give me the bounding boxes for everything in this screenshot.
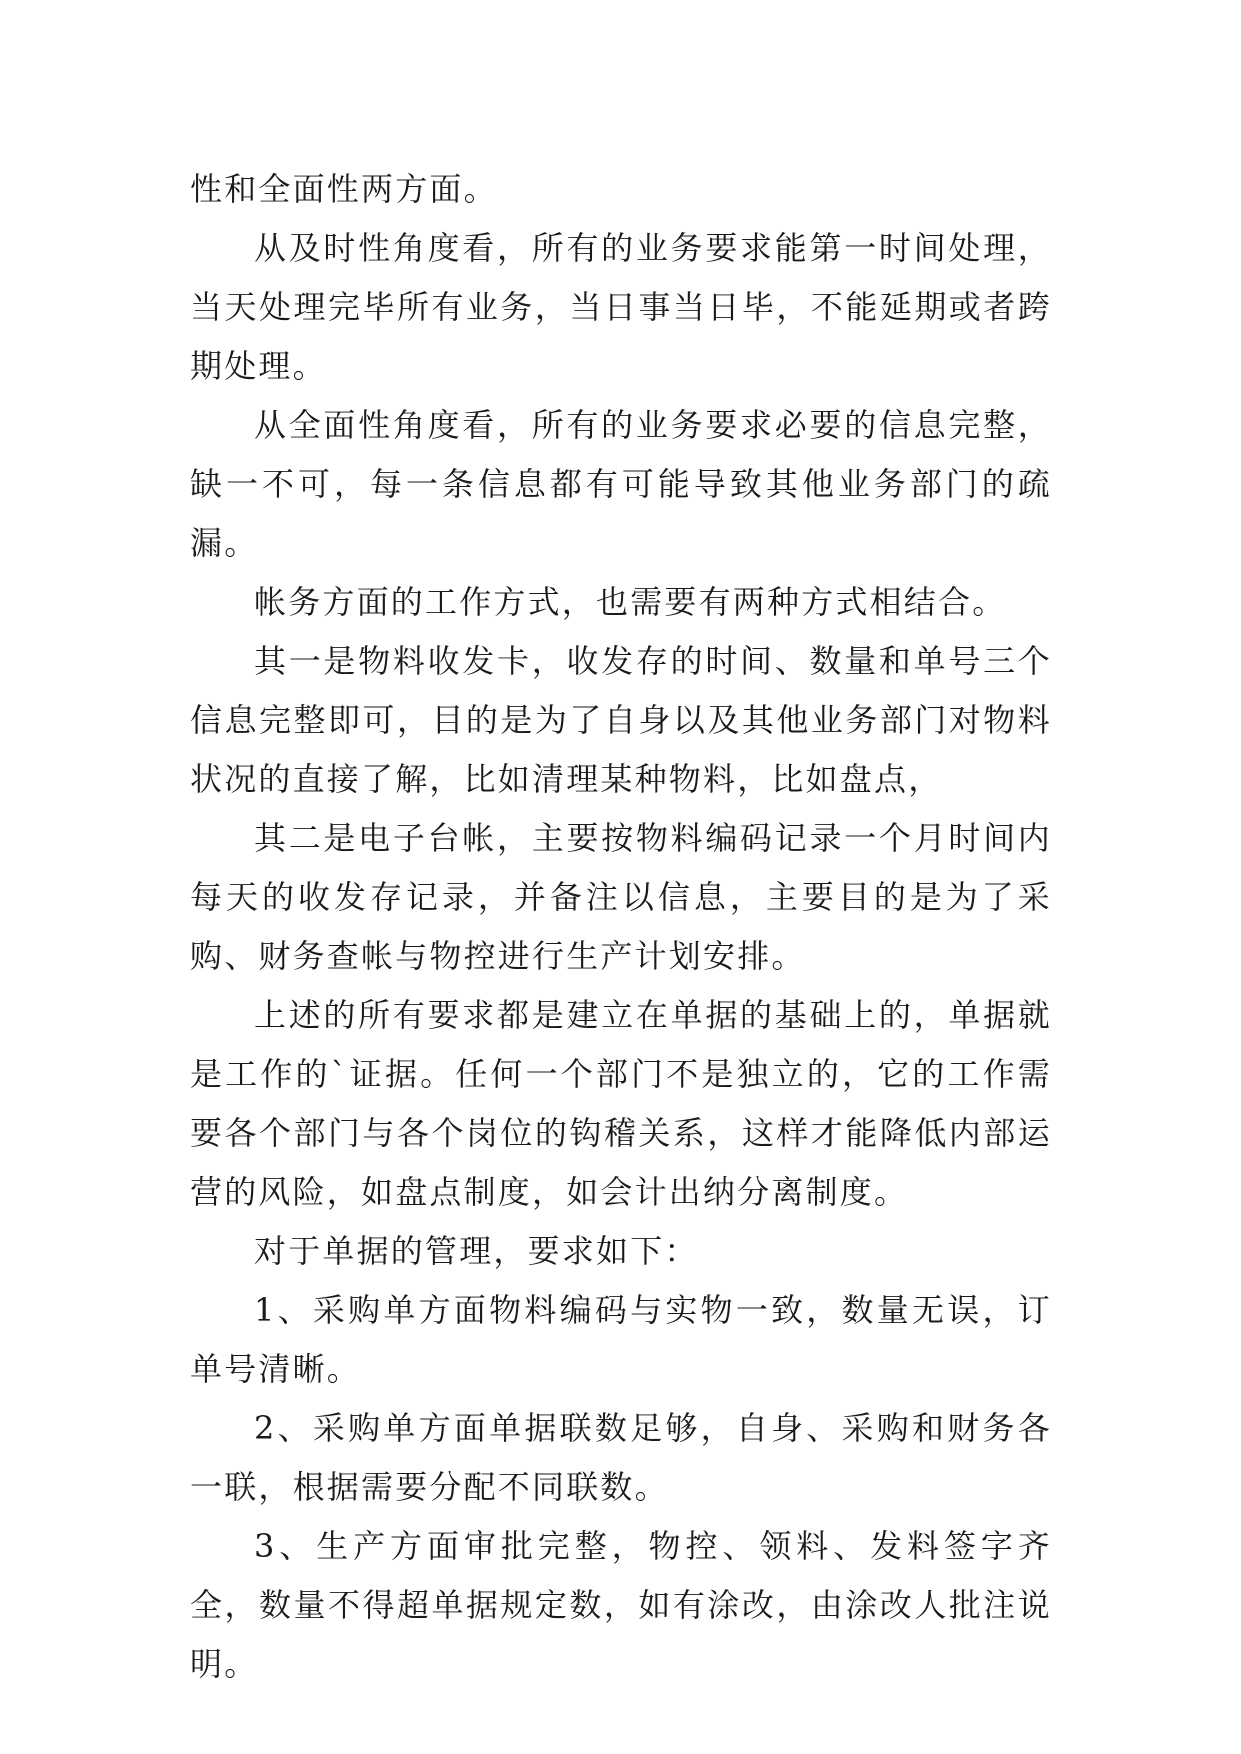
list-item-2: 2、采购单方面单据联数足够，自身、采购和财务各一联，根据需要分配不同联数。 — [190, 1409, 1052, 1506]
paragraph-7: 上述的所有要求都是建立在单据的基础上的，单据就是工作的`证据。任何一个部门不是独立的，它的工作需要各个部门与各个岗位的钩稽关系，这样才能降低内部运营的风险，如盘点制度，如会计出纳分离制度。 — [190, 996, 1052, 1211]
paragraph-4: 帐务方面的工作方式，也需要有两种方式相结合。 — [254, 583, 1007, 621]
paragraph-3: 从全面性角度看，所有的业务要求必要的信息完整，缺一不可，每一条信息都有可能导致其他业务部门的疏漏。 — [190, 406, 1052, 562]
paragraph-1: 性和全面性两方面。 — [190, 170, 498, 208]
paragraph-5: 其一是物料收发卡，收发存的时间、数量和单号三个信息完整即可，目的是为了自身以及其他业务部门对物料状况的直接了解，比如清理某种物料，比如盘点， — [190, 642, 1052, 798]
paragraph-2: 从及时性角度看，所有的业务要求能第一时间处理，当天处理完毕所有业务，当日事当日毕，不能延期或者跨期处理。 — [190, 229, 1052, 385]
paragraph-8: 对于单据的管理，要求如下： — [254, 1232, 699, 1270]
list-item-3: 3、生产方面审批完整，物控、领料、发料签字齐全，数量不得超单据规定数，如有涂改，由涂改人批注说明。 — [190, 1527, 1052, 1683]
paragraph-6: 其二是电子台帐，主要按物料编码记录一个月时间内每天的收发存记录，并备注以信息，主要目的是为了采购、财务查帐与物控进行生产计划安排。 — [190, 819, 1052, 975]
list-item-1: 1、采购单方面物料编码与实物一致，数量无误，订单号清晰。 — [190, 1291, 1052, 1388]
document-body — [190, 160, 1052, 1694]
